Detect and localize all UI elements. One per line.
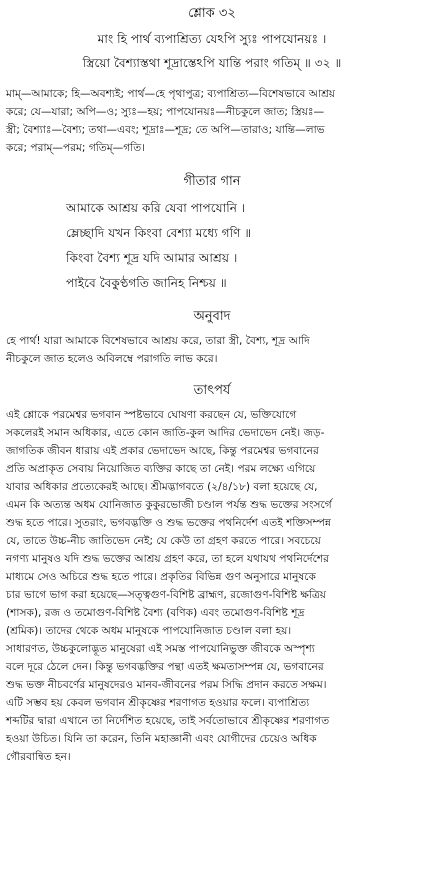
purport-line: জাগতিক জীবন ধারায় এই প্রকার ভেদাভেদ আছে, কিন্তু পরমেশ্বর ভগবানের	[6, 445, 319, 457]
song-line: পাইবে বৈকুণ্ঠগতি জানিহ নিশ্চয় ॥	[66, 276, 227, 290]
purport-line: প্রতি অপ্রাকৃত সেবায় নিয়োজিত ব্যক্তির কাছে তা নেই। পরম লক্ষ্যে এগিয়ে	[6, 463, 316, 475]
shloka-line-1: মাং হি পার্থ ব্যপাশ্রিত্য যেঽপি স্যুঃ পাপযোনয়ঃ ।	[97, 32, 327, 46]
song-section	[6, 173, 418, 296]
purport-line: এই শ্লোকে পরমেশ্বর ভগবান স্পষ্টভাবে ঘোষণা করছেন যে, ভক্তিযোগে	[6, 409, 297, 421]
word-meaning-line: করে; পরাম্‌—পরম; গতিম্‌—গতি।	[6, 142, 145, 154]
word-meaning-section	[6, 85, 418, 157]
song-line: ম্লেচ্ছাদি যখন কিংবা বেশ্যা মধ্যে গণি ॥	[66, 226, 252, 240]
song-title: গীতার গান	[183, 174, 241, 189]
purport-line: সকলেরই সমান অধিকার, এতে কোন জাতি-কুল আদির ভেদাভেদ নেই। জড়-	[6, 427, 325, 439]
purport-body	[6, 406, 418, 766]
purport-title: তাৎপর্য	[193, 383, 231, 398]
word-meaning-line: করে; যে—যারা; অপি—ও; স্যুঃ—হয়; পাপযোনয়ঃ—নীচকুলে জাত; স্ত্রিয়ঃ—	[6, 106, 325, 118]
purport-line: গৌরবান্বিত হন।	[6, 751, 71, 763]
shloka-line-2: স্ত্রিয়ো বৈশ্যাস্তথা শূদ্রাস্তেঽপি যান্তি পরাং গতিম্‌ ॥ ৩২ ॥	[82, 56, 342, 70]
purport-line: এমন কি অত্যন্ত অধম যোনিজাত কুকুরভোজী চণ্ডাল পর্যন্ত শুদ্ধ ভক্তের সংসর্গে	[6, 499, 332, 511]
purport-line: যে, তাতে উচ্চ-নীচ জাতিভেদ নেই; যে কেউ তা গ্রহণ করতে পারে। সবচেয়ে	[6, 535, 321, 547]
purport-line: (শাসক), রজ ও তমোগুণ-বিশিষ্ট বৈশ্য (বণিক) এবং তমোগুণ-বিশিষ্ট শূদ্র	[6, 607, 305, 619]
purport-line: এটি সম্ভব হয় কেবল ভগবান শ্রীকৃষ্ণের শরণাগত হওয়ার ফলে। ব্যপাশ্রিত্য	[6, 697, 310, 709]
purport-line: যাবার অধিকার প্রত্যেকেরই আছে। শ্রীমদ্ভাগবতে (২/৪/১৮) বলা হয়েছে যে,	[6, 481, 318, 493]
translation-line: হে পার্থ! যারা আমাকে বিশেষভাবে আশ্রয় করে, তারা স্ত্রী, বৈশ্য, শূদ্র আদি	[6, 335, 310, 347]
purport-line: শব্দটির দ্বারা এখানে তা নির্দেশিত হয়েছে, তাই সর্বতোভাবে শ্রীকৃষ্ণের শরণাগত	[6, 715, 330, 727]
purport-line: হওয়া উচিত। যিনি তা করেন, তিনি মহাজ্ঞানী এবং যোগীদের চেয়েও অধিক	[6, 733, 317, 745]
translation-section	[6, 308, 418, 368]
purport-section	[6, 382, 418, 766]
shloka-title: শ্লোক ৩২	[188, 6, 236, 21]
word-meaning-line: স্ত্রী; বৈশ্যাঃ—বৈশ্য; তথা—এবং; শূদ্রাঃ—শূদ্র; তে অপি—তারাও; যান্তি—লাভ	[6, 124, 325, 136]
word-meaning-line: মাম্‌—আমাকে; হি—অবশ্যই; পার্থ—হে পৃথাপুত্র; ব্যপাশ্রিত্য—বিশেষভাবে আশ্রয়	[6, 88, 336, 100]
song-line: আমাকে আশ্রয় করি যেবা পাপযোনি ।	[66, 201, 246, 215]
purport-line: বলে দূরে ঠেলে দেন। কিন্তু ভগবদ্ভক্তির পন্থা এতই ক্ষমতাসম্পন্ন যে, ভগবানের	[6, 661, 324, 673]
purport-line: মাধ্যমে সেও অচিরে শুদ্ধ হতে পারে। প্রকৃতির বিভিন্ন গুণ অনুসারে মানুষকে	[6, 571, 316, 583]
song-line: কিংবা বৈশ্য শূদ্র যদি আমার আশ্রয় ।	[66, 251, 238, 265]
shloka-section	[6, 0, 418, 73]
purport-line: (শ্রমিক)। তাদের থেকে অধম মানুষকে পাপযোনিজাত চণ্ডাল বলা হয়।	[6, 625, 292, 637]
translation-title: অনুবাদ	[193, 309, 231, 324]
purport-line: সাধারণত, উচ্চকুলোদ্ভূত মানুষেরা এই সমস্ত পাপযোনিভুক্ত জীবকে অস্পৃশ্য	[6, 643, 315, 655]
purport-line: শুদ্ধ ভক্ত নীচবর্ণের মানুষদেরও মানব-জীবনের পরম সিদ্ধি প্রদান করতে সক্ষম।	[6, 679, 327, 691]
purport-line: শুদ্ধ হতে পারে। সুতরাং, ভগবদ্ভক্তি ও শুদ্ধ ভক্তের পথনির্দেশ এতই শক্তিসম্পন্ন	[6, 517, 331, 529]
translation-line: নীচকুলে জাত হলেও অবিলম্বে পরাগতি লাভ করে।	[6, 353, 218, 365]
purport-line: নগণ্য মানুষও যদি শুদ্ধ ভক্তের আশ্রয় গ্রহণ করে, তা হলে যথাযথ পথনির্দেশের	[6, 553, 329, 565]
purport-line: চার ভাগে ভাগ করা হয়েছে—সত্ত্বগুণ-বিশিষ্ট ব্রাহ্মণ, রজোগুণ-বিশিষ্ট ক্ষত্রিয়	[6, 589, 327, 601]
